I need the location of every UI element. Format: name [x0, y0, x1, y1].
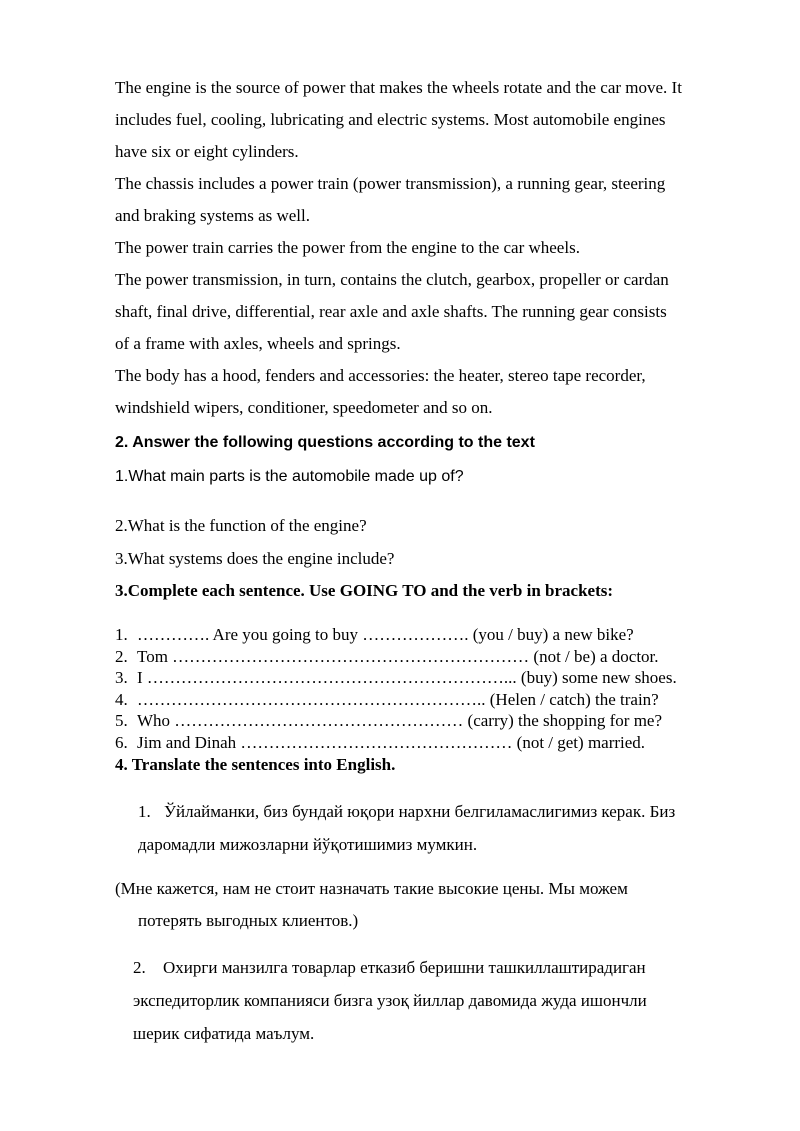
intro-line: includes fuel, cooling, lubricating and electric systems. Most automobile engines [115, 110, 666, 129]
intro-line: and braking systems as well. [115, 206, 310, 225]
translation-line: потерять выгодных клиентов.) [138, 911, 359, 930]
sentence-text: Охирги манзилга товарлар етказиб беришни ташкиллаштирадиган [163, 958, 646, 977]
intro-line: shaft, final drive, differential, rear axle and axle shafts. The running gear consists [115, 302, 667, 321]
exercise-number: 1. [115, 625, 128, 644]
exercise-number: 4. [115, 689, 128, 709]
sentence-number: 2. [133, 958, 146, 977]
intro-line: The power transmission, in turn, contains the clutch, gearbox, propeller or cardan [115, 270, 669, 289]
exercise-item [115, 732, 755, 754]
exercise-text: Who …………………………………………… (carry) the shopping for me? [137, 711, 663, 730]
sentence-line: экспедиторлик компанияси бизга узоқ йиллар давомида жуда ишончли [133, 991, 647, 1010]
intro-line: The power train carries the power from the engine to the car wheels. [115, 238, 580, 257]
exercise-text: I ………………………………………………………... (buy) some new shoes. [137, 668, 677, 687]
intro-paragraph [115, 72, 755, 424]
exercise-number: 6. [115, 732, 128, 752]
sentence-number: 1. [138, 802, 151, 821]
question-2: 2.What is the function of the engine? [115, 516, 367, 535]
exercise-item [115, 689, 755, 711]
intro-line: windshield wipers, conditioner, speedometer and so on. [115, 398, 493, 417]
sentence-line: даромадли мижозларни йўқотишимиз мумкин. [138, 835, 478, 854]
exercise-text: Tom ……………………………………………………… (not / be) a doctor. [137, 646, 659, 666]
translation-line: (Мне кажется, нам не стоит назначать такие высокие цены. Мы можем [115, 879, 628, 898]
exercise-item [115, 646, 755, 668]
intro-line: The engine is the source of power that makes the wheels rotate and the car move. It [115, 78, 682, 97]
intro-line: The body has a hood, fenders and accessories: the heater, stereo tape recorder, [115, 366, 646, 385]
sentence-line: шерик сифатида маълум. [133, 1024, 315, 1043]
exercise-number: 3. [115, 668, 128, 687]
sentence-text: Ўйлайманки, биз бундай юқори нархни белгиламаслигимиз керак. Биз [164, 802, 676, 821]
exercise-item [115, 624, 755, 646]
exercise-text: …………………………………………………….. (Helen / catch) the train? [137, 689, 659, 709]
exercise-text: Jim and Dinah ………………………………………… (not / get) married. [137, 732, 646, 752]
uzbek-sentence-1 [138, 795, 748, 861]
uzbek-sentence-2 [133, 951, 743, 1050]
exercise-list [115, 624, 755, 753]
question-3: 3.What systems does the engine include? [115, 549, 395, 568]
intro-line: have six or eight cylinders. [115, 142, 299, 161]
intro-line: The chassis includes a power train (power transmission), a running gear, steering [115, 174, 666, 193]
intro-line: of a frame with axles, wheels and springs. [115, 334, 401, 353]
question-1: 1.What main parts is the automobile made up of? [115, 468, 464, 485]
exercise-item [115, 710, 755, 732]
exercise-number: 2. [115, 646, 128, 666]
sentence-line [133, 951, 743, 984]
exercise-item [115, 667, 755, 689]
section2-heading: 2. Answer the following questions according to the text [115, 434, 535, 451]
section4-heading: 4. Translate the sentences into English. [115, 755, 396, 774]
exercise-text: …………. Are you going to buy ………………. (you / buy) a new bike? [137, 625, 634, 644]
section3-heading: 3.Complete each sentence. Use GOING TO and the verb in brackets: [115, 581, 614, 600]
exercise-number: 5. [115, 711, 128, 730]
russian-translation [115, 873, 755, 937]
sentence-line [138, 795, 748, 828]
